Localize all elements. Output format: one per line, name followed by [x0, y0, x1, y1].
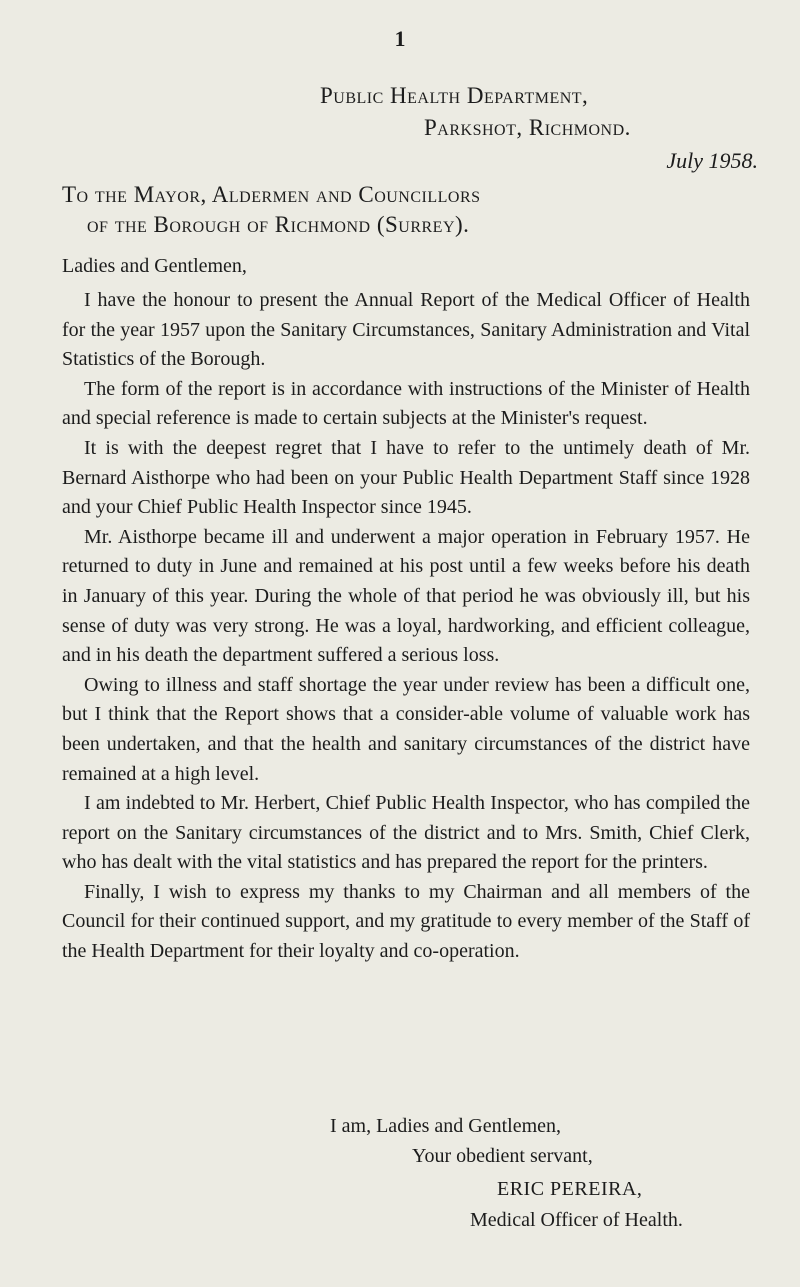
- paragraph-3: It is with the deepest regret that I have to refer to the untimely death of Mr. Bernard Aisthorpe who had been on your Public Health Department Staff since 1928 and your Chief Public Health Inspector since 1945.: [62, 436, 750, 519]
- closing-line-2: Your obedient servant,: [412, 1145, 593, 1167]
- paragraph-5: Owing to illness and staff shortage the year under review has been a difficult one, but I think that the Report shows that a consider-able volume of valuable work has been undertaken, and that the health and sanitary circumstances of the district have remained at a high level.: [62, 673, 750, 785]
- paragraph-4: Mr. Aisthorpe became ill and underwent a major operation in February 1957. He returned to duty in June and remained at his post until a few weeks before his death in January of this year. During the whole of that period he was obviously ill, but his sense of duty was very strong. He was a loyal, hardworking, and efficient colleague, and in his death the department suffered a serious loss.: [62, 525, 750, 667]
- addressee-line-2: of the Borough of Richmond (Surrey).: [87, 212, 470, 237]
- paragraph-2: The form of the report is in accordance with instructions of the Minister of Health and special reference is made to certain subjects at the Minister's request.: [62, 377, 750, 430]
- signatory-name: ERIC PEREIRA,: [497, 1178, 643, 1200]
- letter-date: July 1958.: [666, 148, 758, 173]
- addressee-line-1: To the Mayor, Aldermen and Councillors: [62, 182, 481, 207]
- department-heading: Public Health Department,: [320, 83, 589, 108]
- paragraph-6: I am indebted to Mr. Herbert, Chief Public Health Inspector, who has compiled the report on the Sanitary circumstances of the district and to Mrs. Smith, Chief Clerk, who has dealt with the vital statistics and has prepared the report for the printers.: [62, 792, 750, 874]
- page-number: 1: [394, 26, 406, 51]
- letter-body: [62, 286, 750, 967]
- department-address: Parkshot, Richmond.: [424, 115, 631, 140]
- closing-line-1: I am, Ladies and Gentlemen,: [330, 1115, 562, 1137]
- paragraph-1: I have the honour to present the Annual Report of the Medical Officer of Health for the year 1957 upon the Sanitary Circumstances, Sanitary Administration and Vital Statistics of the Borough.: [62, 289, 750, 371]
- signatory-title: Medical Officer of Health.: [470, 1209, 683, 1231]
- greeting: Ladies and Gentlemen,: [62, 255, 247, 277]
- paragraph-7: Finally, I wish to express my thanks to my Chairman and all members of the Council for their continued support, and my gratitude to every member of the Staff of the Health Department for their loyalty and co-operation.: [62, 880, 750, 963]
